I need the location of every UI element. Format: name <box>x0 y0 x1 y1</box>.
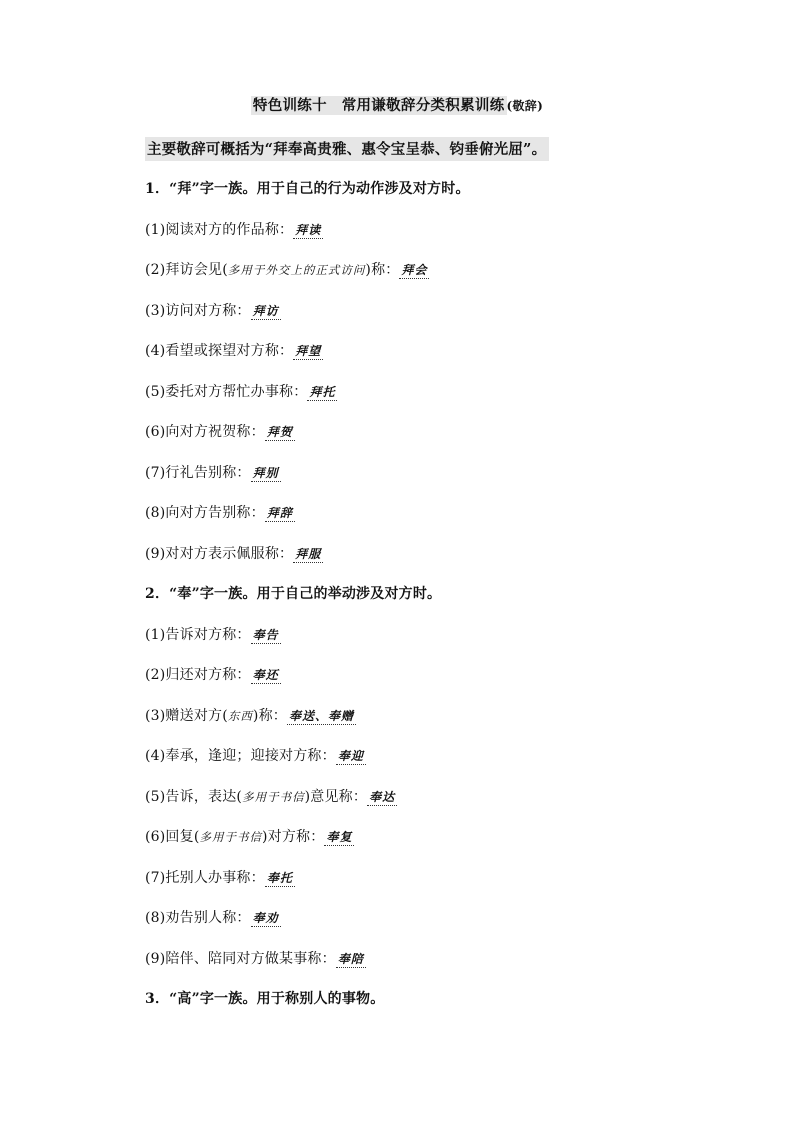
item-answer: 奉复 <box>326 830 353 844</box>
item-answer: 拜贺 <box>266 425 293 439</box>
exercise-item <box>145 624 281 644</box>
item-answer: 拜服 <box>295 546 322 561</box>
item-prompt: (7)托别人办事称： <box>145 869 265 886</box>
section-heading <box>145 178 470 198</box>
item-answer: 拜托 <box>309 384 336 399</box>
item-prompt: (1)告诉对方称： <box>145 626 251 643</box>
intro-summary: 主要敬辞可概括为“拜奉高贵雅、惠令宝呈恭、钧垂俯光屈”。 <box>145 137 549 161</box>
item-prompt-tail: )称： <box>252 707 287 724</box>
item-prompt: (7)行礼告别称： <box>145 464 251 481</box>
title-suffix: (敬辞) <box>506 99 544 113</box>
item-note: 多用于书信 <box>199 830 262 844</box>
exercise-item <box>145 664 281 684</box>
page-title <box>0 94 794 115</box>
item-note: 东西 <box>227 708 253 723</box>
section-heading-text: 3．“高”字一族。用于称别人的事物。 <box>145 991 385 1007</box>
exercise-item <box>145 867 295 887</box>
item-answer: 拜访 <box>252 303 279 318</box>
exercise-item <box>145 543 323 563</box>
item-answer: 奉送、奉赠 <box>288 708 354 723</box>
item-prompt-tail: )意见称： <box>304 788 368 805</box>
exercise-item <box>145 948 366 968</box>
exercise-item <box>145 502 295 522</box>
section-heading-text: 1．“拜”字一族。用于自己的行为动作涉及对方时。 <box>145 181 470 197</box>
item-answer: 奉告 <box>252 627 279 642</box>
item-prompt: (4)奉承，逢迎；迎接对方称： <box>145 748 336 764</box>
item-prompt: (6)回复( <box>145 829 200 845</box>
section-heading <box>145 988 384 1008</box>
item-prompt: (3)赠送对方( <box>145 707 228 724</box>
exercise-item <box>145 259 429 279</box>
item-answer: 奉迎 <box>337 749 364 763</box>
item-prompt: (8)向对方告别称： <box>145 505 265 521</box>
section-heading-text: 2．“奉”字一族。用于自己的举动涉及对方时。 <box>145 586 442 602</box>
exercise-item <box>145 907 281 927</box>
item-answer: 拜别 <box>252 465 279 480</box>
exercise-item <box>145 705 356 725</box>
item-answer: 奉托 <box>266 870 293 885</box>
item-answer: 奉陪 <box>337 951 364 966</box>
item-prompt: (6)向对方祝贺称： <box>145 424 265 440</box>
item-prompt: (5)委托对方帮忙办事称： <box>145 383 308 400</box>
exercise-item <box>145 300 281 320</box>
item-note: 多用于外交上的正式访问 <box>227 263 366 277</box>
item-prompt: (8)劝告别人称： <box>145 910 251 926</box>
item-prompt: (9)陪伴、陪同对方做某事称： <box>145 950 336 967</box>
item-prompt-tail: )称： <box>365 262 400 278</box>
exercise-item <box>145 462 281 482</box>
exercise-item <box>145 219 323 239</box>
item-answer: 拜辞 <box>266 506 293 520</box>
section-heading <box>145 583 441 603</box>
item-answer: 拜会 <box>401 263 428 277</box>
item-answer: 拜读 <box>295 222 322 237</box>
exercise-item <box>145 745 366 765</box>
item-prompt: (2)归还对方称： <box>145 667 251 683</box>
title-main: 特色训练十 常用谦敬辞分类积累训练 <box>252 97 505 114</box>
item-prompt: (5)告诉，表达( <box>145 788 243 805</box>
item-prompt: (1)阅读对方的作品称： <box>145 221 294 238</box>
exercise-item <box>145 786 397 806</box>
item-answer: 奉达 <box>369 789 396 804</box>
exercise-item <box>145 421 295 441</box>
exercise-item <box>145 826 354 846</box>
item-answer: 奉劝 <box>252 911 279 925</box>
item-answer: 拜望 <box>295 344 322 358</box>
item-prompt: (4)看望或探望对方称： <box>145 343 294 359</box>
item-prompt: (3)访问对方称： <box>145 302 251 319</box>
item-prompt: (9)对对方表示佩服称： <box>145 545 294 562</box>
exercise-item <box>145 381 337 401</box>
item-prompt: (2)拜访会见( <box>145 262 228 278</box>
exercise-item <box>145 340 323 360</box>
item-prompt-tail: )对方称： <box>262 829 325 845</box>
item-note: 多用于书信 <box>242 789 305 804</box>
item-answer: 奉还 <box>252 668 279 682</box>
